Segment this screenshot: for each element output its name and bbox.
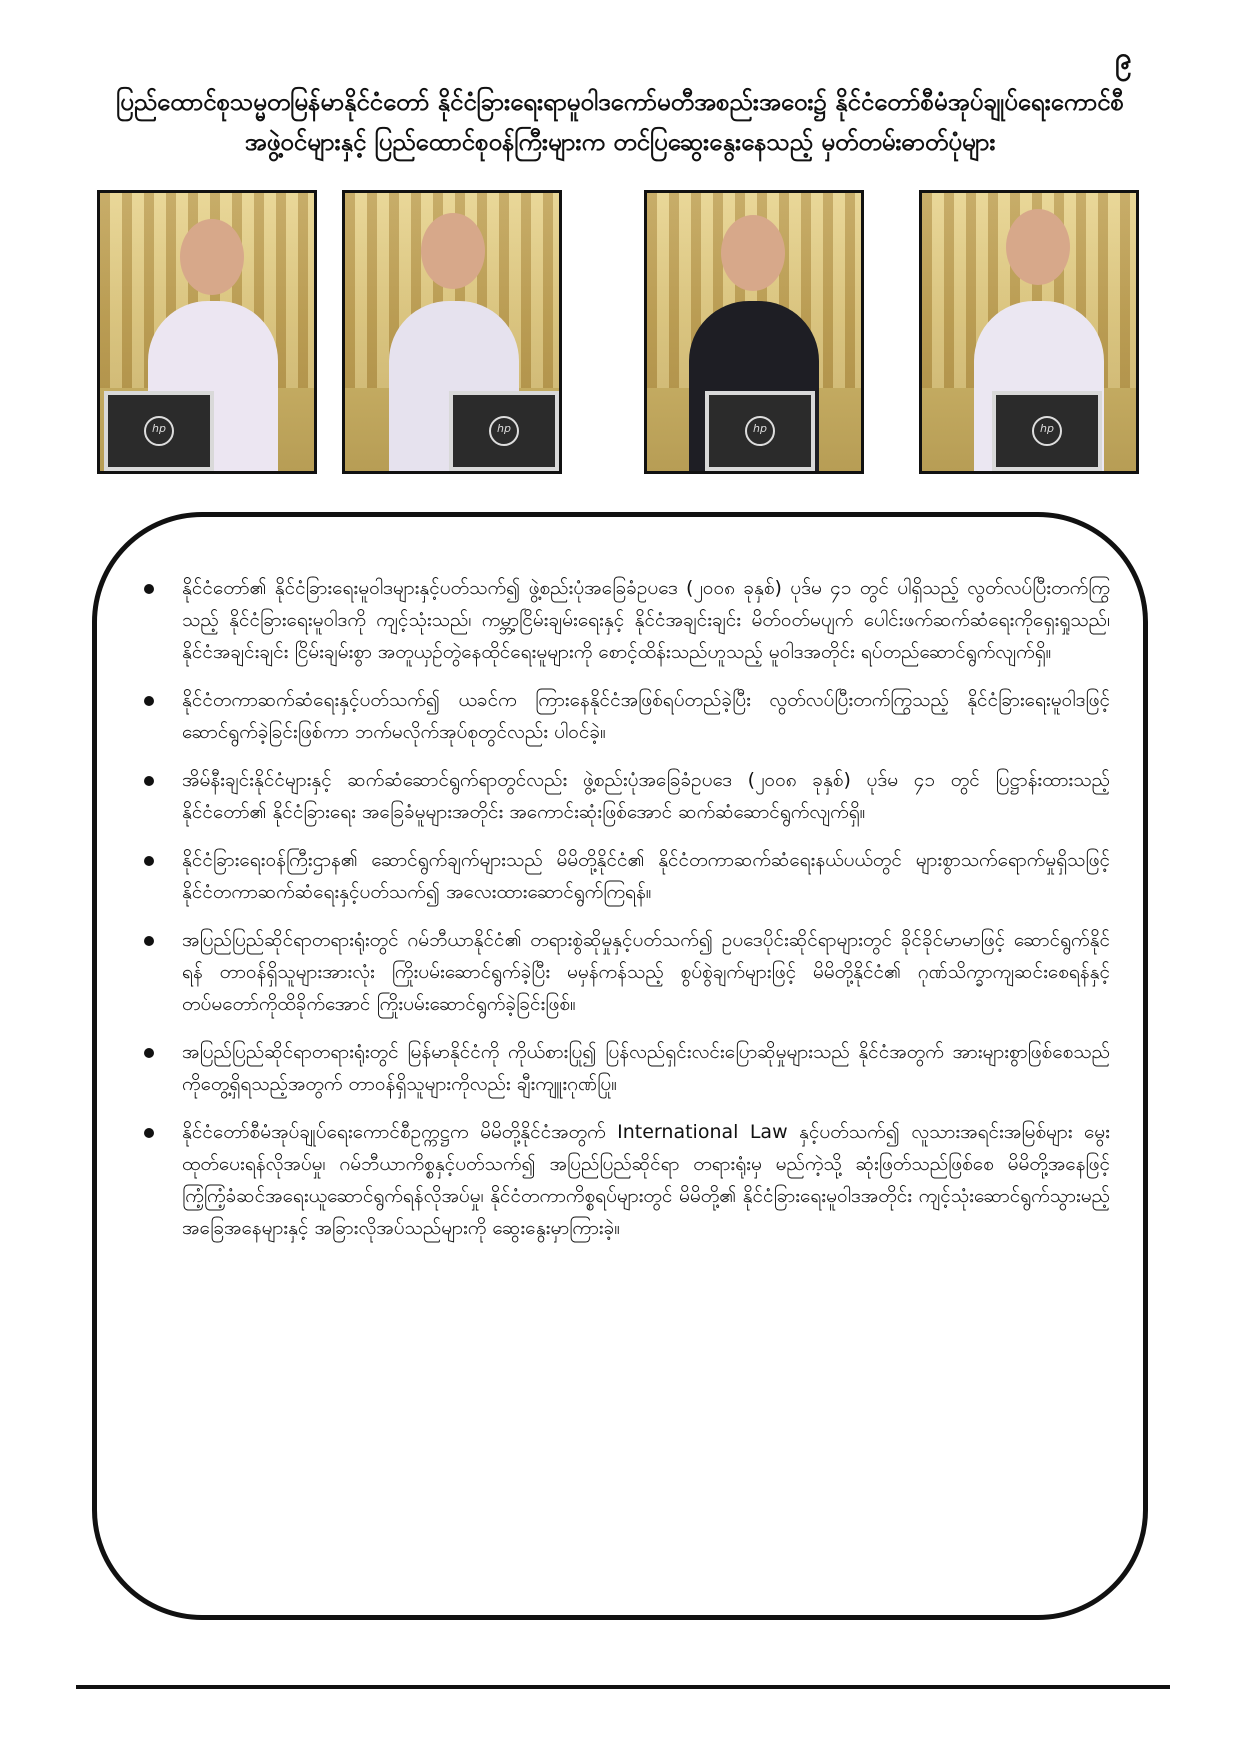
monitor <box>992 391 1102 471</box>
monitor <box>705 391 815 471</box>
bullet-item: နိုင်ငံတော်၏ နိုင်ငံခြားရေးမူဝါဒများနှင့်ပတ်သက်၍ ဖွဲ့စည်းပုံအခြေခံဥပဒေ (၂၀၀၈ ခုနှစ်) ပုဒ်မ ၄၁ တွင် ပါရှိသည့် လွတ်လပ်ပြီးတက်ကြွသည့် နိုင်ငံခြားရေးမူဝါဒကို ကျင့်သုံးသည်၊ ကမ္ဘာ့ငြိမ်းချမ်းရေးနှင့် နိုင်ငံအချင်းချင်း မိတ်ဝတ်မပျက် ပေါင်းဖက်ဆက်ဆံရေးကိုရှေးရှုသည်၊ နိုင်ငံအချင်းချင်း ငြိမ်းချမ်းစွာ အတူယှဉ်တွဲနေထိုင်ရေးမူများကို စောင့်ထိန်းသည်ဟူသည့် မူဝါဒအတိုင်း ရပ်တည်ဆောင်ရွက်လျက်ရှိ။ <box>138 572 1110 668</box>
title-line-1: ပြည်ထောင်စုသမ္မတမြန်မာနိုင်ငံတော် နိုင်ငံခြားရေးရာမူဝါဒကော်မတီအစည်းအဝေး၌ နိုင်ငံတော်စီမံအုပ်ချုပ်ရေးကောင်စီ <box>116 88 1124 116</box>
bullet-item: နိုင်ငံခြားရေးဝန်ကြီးဌာန၏ ဆောင်ရွက်ချက်များသည် မိမိတို့နိုင်ငံ၏ နိုင်ငံတကာဆက်ဆံရေးနယ်ပယ်တွင် များစွာသက်ရောက်မှုရှိသဖြင့် နိုင်ငံတကာဆက်ဆံရေးနှင့်ပတ်သက်၍ အလေးထားဆောင်ရွက်ကြရန်။ <box>138 844 1110 908</box>
monitor <box>104 391 214 471</box>
person-head <box>721 215 785 291</box>
page-number: ၉ <box>1115 41 1132 76</box>
photo-4 <box>919 190 1139 474</box>
person-head <box>421 213 485 289</box>
bullet-item: အပြည်ပြည်ဆိုင်ရာတရားရုံးတွင် ဂမ်ဘီယာနိုင်ငံ၏ တရားစွဲဆိုမှုနှင့်ပတ်သက်၍ ဥပဒေပိုင်းဆိုင်ရာများတွင် ခိုင်ခိုင်မာမာဖြင့် ဆောင်ရွက်နိုင်ရန် တာဝန်ရှိသူများအားလုံး ကြိုးပမ်းဆောင်ရွက်ခဲ့ပြီး မမှန်ကန်သည့် စွပ်စွဲချက်များဖြင့် မိမိတို့နိုင်ငံ၏ ဂုဏ်သိက္ခာကျဆင်းစေရန်နှင့် တပ်မတော်ကိုထိခိုက်အောင် ကြိုးပမ်းဆောင်ရွက်ခဲ့ခြင်းဖြစ်။ <box>138 924 1110 1020</box>
photo-row <box>97 190 1143 478</box>
bullet-item: အပြည်ပြည်ဆိုင်ရာတရားရုံးတွင် မြန်မာနိုင်ငံကို ကိုယ်စားပြု၍ ပြန်လည်ရှင်းလင်းပြောဆိုမှုများသည် နိုင်ငံအတွက် အားများစွာဖြစ်စေသည်ကိုတွေ့ရှိရသည့်အတွက် တာဝန်ရှိသူများကိုလည်း ချီးကျူးဂုဏ်ပြု။ <box>138 1036 1110 1100</box>
photo-1 <box>97 190 317 474</box>
person-head <box>180 219 244 295</box>
monitor <box>449 391 559 471</box>
page-title <box>60 82 1180 162</box>
title-line-2: အဖွဲ့ဝင်များနှင့် ပြည်ထောင်စုဝန်ကြီးများက တင်ပြဆွေးနွေးနေသည့် မှတ်တမ်းဓာတ်ပုံများ <box>244 128 996 156</box>
hp-logo-icon: hp <box>1032 416 1062 446</box>
photo-2 <box>342 190 562 474</box>
hp-logo-icon: hp <box>489 416 519 446</box>
hp-logo-icon: hp <box>144 416 174 446</box>
bullet-item: အိမ်နီးချင်းနိုင်ငံများနှင့် ဆက်ဆံဆောင်ရွက်ရာတွင်လည်း ဖွဲ့စည်းပုံအခြေခံဥပဒေ (၂၀၀၈ ခုနှစ်) ပုဒ်မ ၄၁ တွင် ပြဋ္ဌာန်းထားသည့် နိုင်ငံတော်၏ နိုင်ငံခြားရေး အခြေခံမူများအတိုင်း အကောင်းဆုံးဖြစ်အောင် ဆက်ဆံဆောင်ရွက်လျက်ရှိ။ <box>138 764 1110 828</box>
bullet-item: နိုင်ငံတကာဆက်ဆံရေးနှင့်ပတ်သက်၍ ယခင်က ကြားနေနိုင်ငံအဖြစ်ရပ်တည်ခဲ့ပြီး လွတ်လပ်ပြီးတက်ကြွသည့် နိုင်ငံခြားရေးမူဝါဒဖြင့် ဆောင်ရွက်ခဲ့ခြင်းဖြစ်ကာ ဘက်မလိုက်အုပ်စုတွင်လည်း ပါဝင်ခဲ့။ <box>138 684 1110 748</box>
person-head <box>1006 209 1070 285</box>
footer-divider <box>76 1685 1170 1689</box>
photo-3 <box>644 190 864 474</box>
bullet-list <box>138 572 1110 1260</box>
bullet-item: နိုင်ငံတော်စီမံအုပ်ချုပ်ရေးကောင်စီဥက္ကဋ္ဌက မိမိတို့နိုင်ငံအတွက် International Law နှင့်ပတ်သက်၍ လူသားအရင်းအမြစ်များ မွေးထုတ်ပေးရန်လိုအပ်မှု၊ ဂမ်ဘီယာကိစ္စနှင့်ပတ်သက်၍ အပြည်ပြည်ဆိုင်ရာ တရားရုံးမှ မည်ကဲ့သို့ ဆုံးဖြတ်သည်ဖြစ်စေ မိမိတို့အနေဖြင့် ကြံ့ကြံ့ခံဆင်အရေးယူဆောင်ရွက်ရန်လိုအပ်မှု၊ နိုင်ငံတကာကိစ္စရပ်များတွင် မိမိတို့၏ နိုင်ငံခြားရေးမူဝါဒအတိုင်း ကျင့်သုံးဆောင်ရွက်သွားမည့်အခြေအနေများနှင့် အခြားလိုအပ်သည်များကို ဆွေးနွေးမှာကြားခဲ့။ <box>138 1116 1110 1244</box>
hp-logo-icon: hp <box>745 416 775 446</box>
